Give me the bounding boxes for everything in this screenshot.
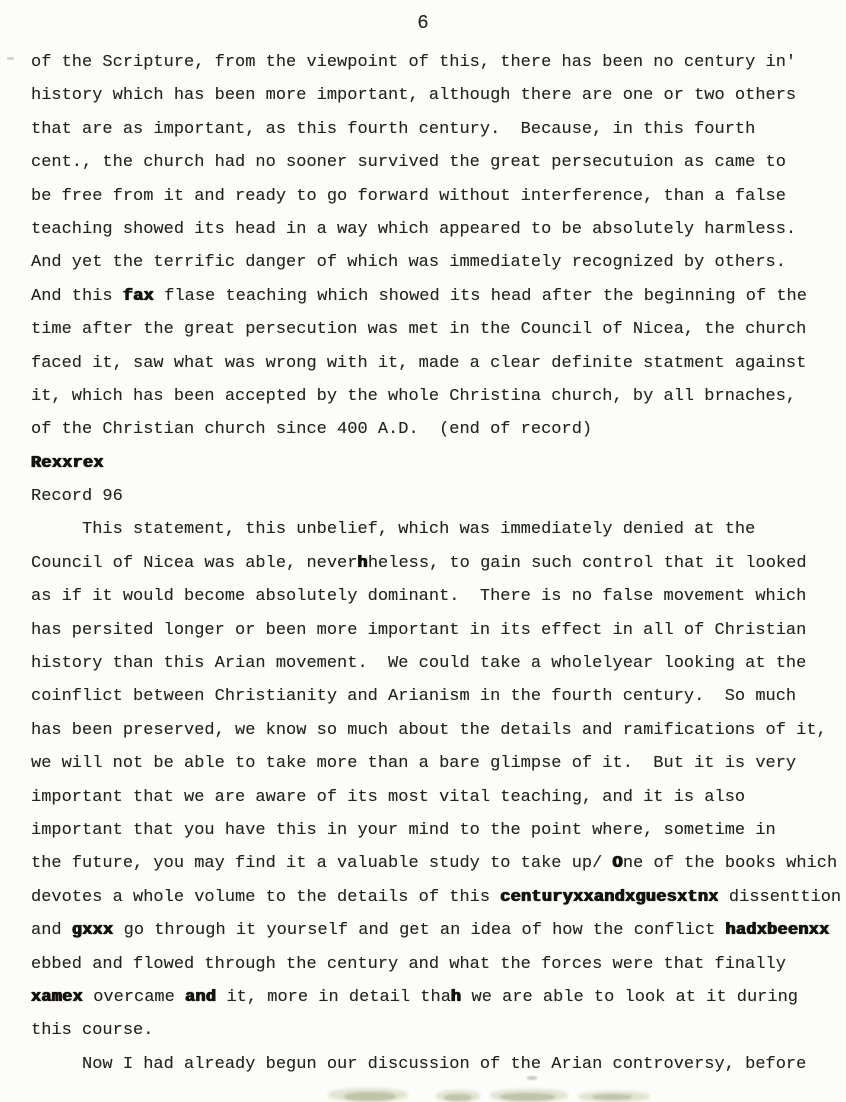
scan-smudge	[500, 1093, 555, 1101]
struck-text: O	[612, 854, 623, 874]
page-text	[31, 46, 846, 1081]
text-segment: important that you have this in your mind to the point where, sometime in	[31, 820, 776, 840]
text-line	[31, 914, 846, 947]
text-line	[31, 146, 846, 179]
text-segment: teaching showed its head in a way which appeared to be absolutely harmless.	[31, 219, 797, 239]
struck-text: hadxbeenxx	[725, 921, 830, 941]
text-segment: as if it would become absolutely dominant. There is no false movement which	[31, 587, 807, 607]
text-segment: Council of Nicea was able, never	[31, 553, 358, 573]
struck-text: h	[450, 987, 462, 1007]
text-segment: And yet the terrific danger of which was immediately recognized by others.	[31, 253, 786, 273]
text-segment: has been preserved, we know so much about the details and ramifications of it,	[31, 720, 827, 740]
text-line	[31, 881, 846, 914]
text-line	[31, 413, 846, 446]
text-line	[31, 246, 846, 279]
text-segment: history which has been more important, although there are one or two others	[31, 86, 797, 106]
struck-text: Rexxrex	[31, 453, 104, 473]
text-line	[31, 614, 846, 647]
text-line	[31, 447, 846, 480]
text-line	[31, 747, 846, 780]
text-segment: and	[31, 921, 72, 941]
page-number: 6	[417, 12, 429, 34]
text-line	[31, 981, 846, 1014]
text-segment: ebbed and flowed through the century and what the forces were that finally	[31, 954, 786, 974]
text-line	[31, 680, 846, 713]
text-segment: ne of the books which	[622, 854, 838, 874]
struck-text: fax	[122, 286, 155, 306]
text-segment: important that we are aware of its most vital teaching, and it is also	[31, 787, 746, 807]
text-segment: it, which has been accepted by the whole Christina church, by all brnaches,	[31, 386, 797, 406]
text-segment: And this	[31, 286, 123, 306]
text-segment: go through it yourself and get an idea of how the conflict	[113, 921, 726, 941]
text-line	[31, 113, 846, 146]
text-line	[31, 580, 846, 613]
text-segment: history than this Arian movement. We could take a wholelyear looking at the	[31, 654, 807, 674]
scan-smudge	[527, 1076, 537, 1080]
text-segment: coinflict between Christianity and Arianism in the fourth century. So much	[31, 687, 797, 707]
text-segment: faced it, saw what was wrong with it, made a clear definite statment against	[31, 353, 807, 373]
text-line	[31, 781, 846, 814]
struck-text: xamex	[31, 987, 84, 1007]
text-line	[31, 380, 846, 413]
struck-text: h	[357, 553, 368, 573]
text-line	[31, 46, 846, 79]
text-segment: the future, you may find it a valuable study to take up/	[31, 854, 613, 874]
text-line	[31, 647, 846, 680]
text-line	[31, 480, 846, 513]
scan-smudge	[344, 1092, 396, 1101]
text-segment: we will not be able to take more than a bare glimpse of it. But it is very	[31, 754, 797, 774]
struck-text: gxxx	[71, 921, 114, 941]
text-line	[31, 1014, 846, 1047]
struck-text: centuryxxandxguesxtnx	[500, 887, 719, 907]
text-segment: dissenttion	[718, 887, 842, 907]
text-segment: time after the great persecution was met in the Council of Nicea, the church	[31, 320, 807, 340]
text-line	[31, 313, 846, 346]
text-line	[31, 814, 846, 847]
text-line	[31, 547, 846, 580]
text-line	[31, 1048, 846, 1081]
text-segment: it, more in detail tha	[216, 987, 451, 1007]
scan-smudge	[592, 1094, 632, 1100]
text-segment: Now I had already begun our discussion of the Arian controversy, before	[31, 1054, 807, 1074]
text-line	[31, 847, 846, 880]
text-line	[31, 79, 846, 112]
text-segment: flase teaching which showed its head after the beginning of the	[154, 286, 807, 306]
text-segment: heless, to gain such control that it looked	[367, 553, 807, 573]
text-line	[31, 280, 846, 313]
text-segment: we are able to look at it during	[461, 987, 798, 1007]
text-segment: this course.	[31, 1021, 154, 1041]
text-segment: be free from it and ready to go forward without interference, than a false	[31, 186, 786, 206]
scan-smudge	[444, 1094, 472, 1101]
text-segment: cent., the church had no sooner survived the great persecutuion as came to	[31, 153, 786, 173]
scan-speck	[7, 57, 14, 60]
text-line	[31, 948, 846, 981]
text-segment: Record 96	[31, 487, 123, 507]
text-segment: of the Scripture, from the viewpoint of this, there has been no century in'	[31, 53, 797, 72]
text-segment: has persited longer or been more important in its effect in all of Christian	[31, 620, 807, 640]
text-segment: that are as important, as this fourth century. Because, in this fourth	[31, 119, 756, 139]
text-line	[31, 714, 846, 747]
text-line	[31, 180, 846, 213]
struck-text: and	[185, 987, 217, 1007]
text-segment: devotes a whole volume to the details of this	[31, 887, 501, 907]
text-segment: overcame	[83, 987, 186, 1007]
text-segment: of the Christian church since 400 A.D. (end of record)	[31, 420, 593, 440]
text-line	[31, 513, 846, 546]
text-line	[31, 213, 846, 246]
text-segment: This statement, this unbelief, which was immediately denied at the	[31, 520, 756, 540]
text-line	[31, 347, 846, 380]
